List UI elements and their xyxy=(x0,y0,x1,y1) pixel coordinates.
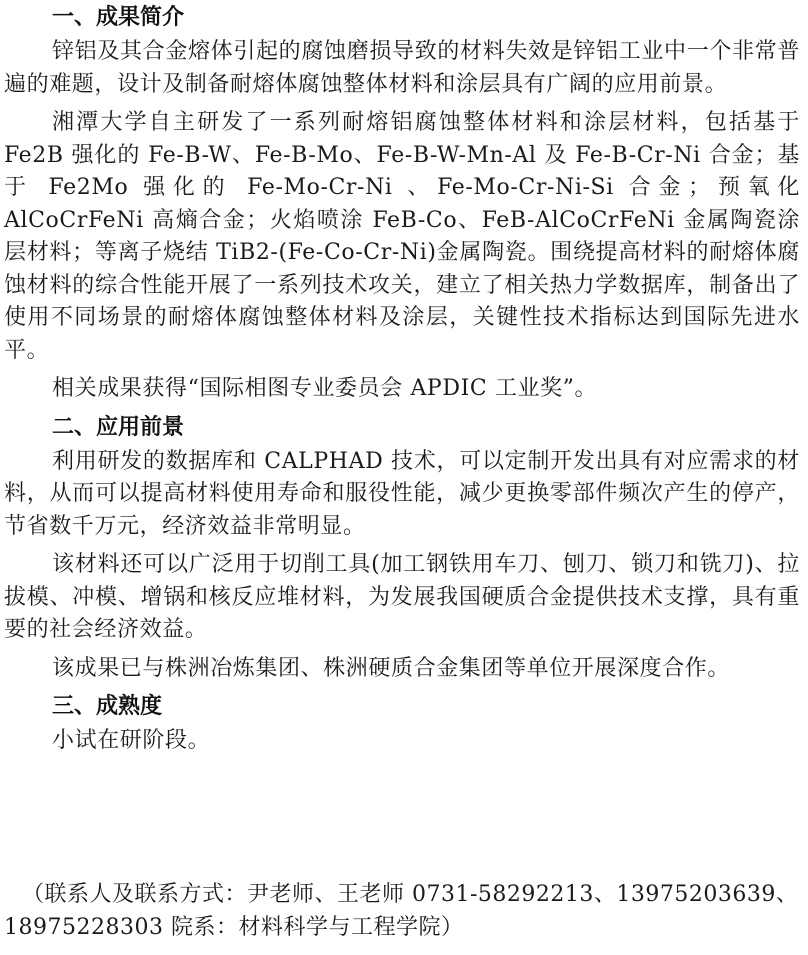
document-body xyxy=(4,0,800,764)
section-heading-application: 二、应用前景 xyxy=(52,414,185,440)
section-heading-summary: 一、成果简介 xyxy=(52,5,185,30)
paragraph-calphad-application: 利用研发的数据库和 CALPHAD 技术，可以定制开发出具有对应需求的材料，从而可以提高材料使用寿命和服役性能，减少更换零部件频次产生的停产，节省数千万元，经济效益非常明显。 xyxy=(4,448,800,539)
paragraph-maturity-stage: 小试在研阶段。 xyxy=(52,728,211,753)
paragraph-award: 相关成果获得“国际相图专业委员会 APDIC 工业奖”。 xyxy=(52,376,598,401)
paragraph-problem-background: 锌铝及其合金熔体引起的腐蚀磨损导致的材料失效是锌铝工业中一个非常普遍的难题，设计及制备耐熔体腐蚀整体材料和涂层具有广阔的应用前景。 xyxy=(4,39,800,97)
paragraph-cooperation: 该成果已与株洲冶炼集团、株洲硬质合金集团等单位开展深度合作。 xyxy=(52,655,731,681)
paragraph-wide-usage: 该材料还可以广泛用于切削工具(加工钢铁用车刀、刨刀、锁刀和铣刀)、拉拔模、冲模、增锅和核反应堆材料，为发展我国硬质合金提供技术支撑，具有重要的社会经济效益。 xyxy=(4,552,800,642)
paragraph-research-results: 湘潭大学自主研发了一系列耐熔铝腐蚀整体材料和涂层材料，包括基于 Fe2B 强化的 Fe-B-W、Fe-B-Mo、Fe-B-W-Mn-Al 及 Fe-B-Cr-Ni 合金；基于 Fe2Mo 强化的 Fe-Mo-Cr-Ni 、Fe-Mo-Cr-Ni-Si 合金；预氧化 AlCoCrFeNi 高熵合金；火焰喷涂 FeB-Co、FeB-AlCoCrFeNi 金属陶瓷涂层材料；等离子烧结 TiB2-(Fe-Co-Cr-Ni)金属陶瓷。围绕提高材料的耐熔体腐蚀材料的综合性能开展了一系列技术攻关，建立了相关热力学数据库，制备出了使用不同场景的耐熔体腐蚀整体材料及涂层，关键性技术指标达到国际先进水平。 xyxy=(4,110,800,363)
contact-info: （联系人及联系方式：尹老师、王老师 0731-58292213、13975203639、18975228303 院系：材料科学与工程学院） xyxy=(4,882,799,940)
section-heading-maturity: 三、成熟度 xyxy=(52,694,163,719)
